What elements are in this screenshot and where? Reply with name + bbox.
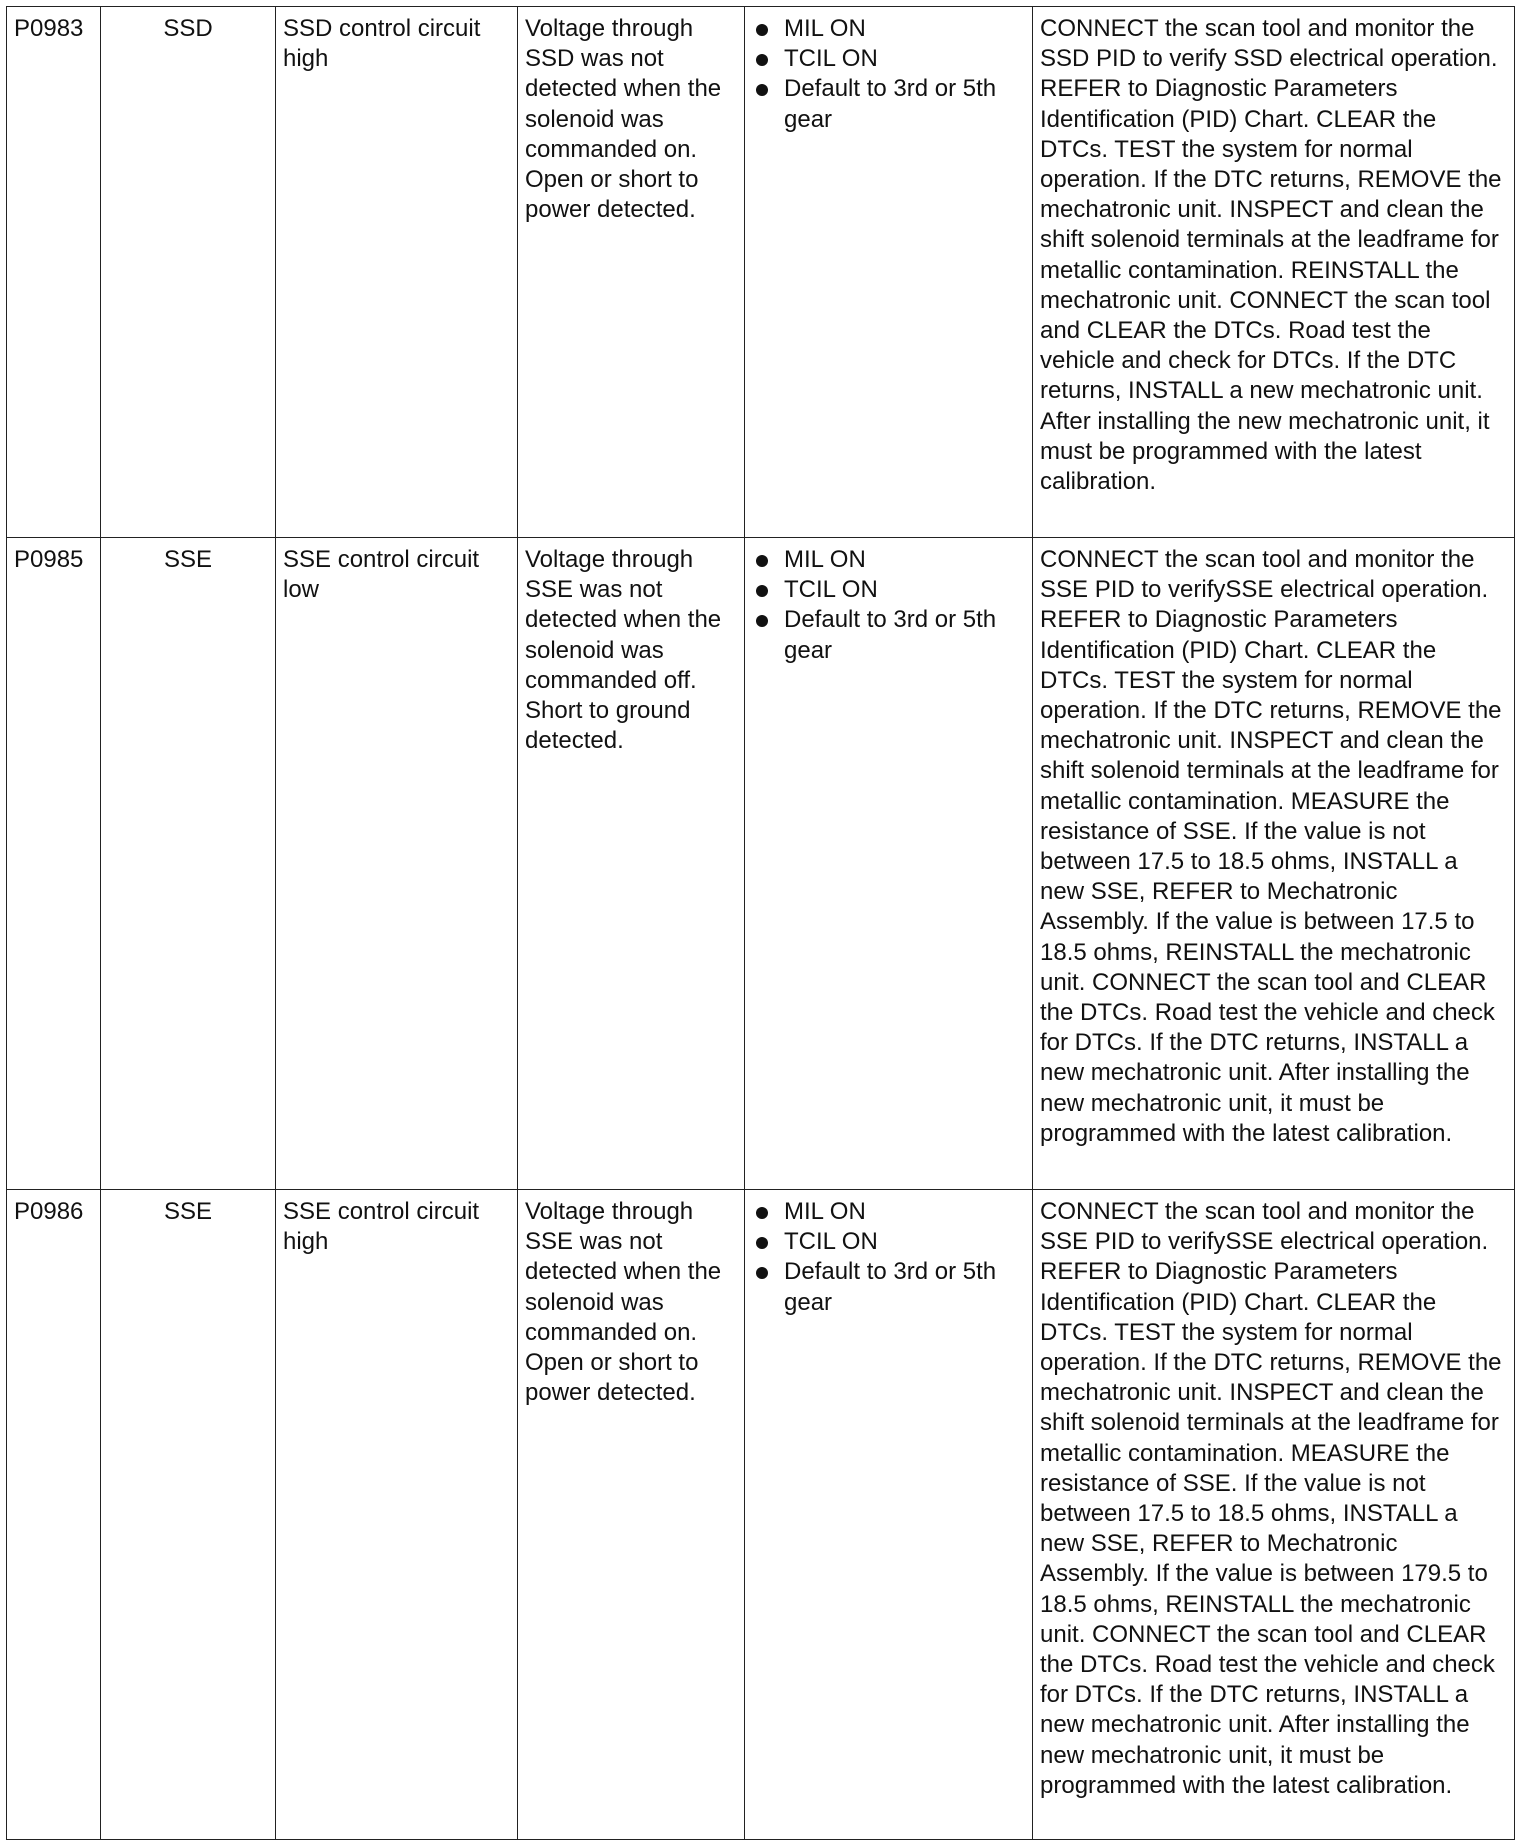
symptoms-cell <box>745 7 1033 538</box>
symptom-text: TCIL ON <box>784 45 878 73</box>
symptom-text: MIL ON <box>784 546 866 573</box>
table-row <box>7 1190 1515 1840</box>
symptom-text: TCIL ON <box>784 1228 878 1256</box>
list-item <box>752 575 1025 605</box>
dtc-code-cell: P0985 <box>7 538 101 1190</box>
action-cell: CONNECT the scan tool and monitor the SSE PID to verifySSE electrical operation. REFER to Diagnostic Parameters Identification (PID) Chart. CLEAR the DTCs. TEST the system for normal operation. If the DTC returns, REMOVE the mechatronic unit. INSPECT and clean the shift solenoid terminals at the leadframe for metallic contamination. MEASURE the resistance of SSE. If the value is not between 17.5 to 18.5 ohms, INSTALL a new SSE, REFER to Mechatronic Assembly. If the value is between 17.5 to 18.5 ohms, REINSTALL the mechatronic unit. CONNECT the scan tool and CLEAR the DTCs. Road test the vehicle and check for DTCs. If the DTC returns, INSTALL a new mechatronic unit. After installing the new mechatronic unit, it must be programmed with the latest calibration. <box>1033 538 1515 1190</box>
symptom-text: Default to 3rd or 5th gear <box>784 1258 997 1316</box>
condition-cell: Voltage through SSE was not detected when the solenoid was commanded on. Open or short to power detected. <box>518 1190 745 1840</box>
condition-cell: Voltage through SSD was not detected when the solenoid was commanded on. Open or short to power detected. <box>518 7 745 538</box>
dtc-code-cell: P0986 <box>7 1190 101 1840</box>
description-cell: SSE control circuit low <box>276 538 518 1190</box>
list-item <box>752 74 1025 134</box>
bullet-icon <box>756 1207 768 1219</box>
symptom-text: MIL ON <box>784 15 866 42</box>
list-item <box>752 44 1025 74</box>
component-cell: SSE <box>101 1190 276 1840</box>
list-item <box>752 545 1025 575</box>
symptom-list <box>752 1197 1025 1318</box>
symptom-list <box>752 14 1025 135</box>
component-cell: SSD <box>101 7 276 538</box>
dtc-table-page <box>6 6 1514 1840</box>
symptom-text: TCIL ON <box>784 576 878 604</box>
action-cell: CONNECT the scan tool and monitor the SSD PID to verify SSD electrical operation. REFER to Diagnostic Parameters Identification (PID) Chart. CLEAR the DTCs. TEST the system for normal operation. If the DTC returns, REMOVE the mechatronic unit. INSPECT and clean the shift solenoid terminals at the leadframe for metallic contamination. REINSTALL the mechatronic unit. CONNECT the scan tool and CLEAR the DTCs. Road test the vehicle and check for DTCs. If the DTC returns, INSTALL a new mechatronic unit. After installing the new mechatronic unit, it must be programmed with the latest calibration. <box>1033 7 1515 538</box>
symptom-text: Default to 3rd or 5th gear <box>784 606 997 664</box>
dtc-table <box>6 6 1515 1840</box>
bullet-icon <box>756 585 768 597</box>
bullet-icon <box>756 615 768 627</box>
bullet-icon <box>756 84 768 96</box>
symptom-text: Default to 3rd or 5th gear <box>784 75 997 133</box>
symptoms-cell <box>745 1190 1033 1840</box>
bullet-icon <box>756 555 768 567</box>
bullet-icon <box>756 54 768 66</box>
description-cell: SSD control circuit high <box>276 7 518 538</box>
list-item <box>752 14 1025 44</box>
symptom-list <box>752 545 1025 666</box>
list-item <box>752 1227 1025 1257</box>
list-item <box>752 1197 1025 1227</box>
bullet-icon <box>756 1237 768 1249</box>
bullet-icon <box>756 1267 768 1279</box>
description-cell: SSE control circuit high <box>276 1190 518 1840</box>
table-row <box>7 7 1515 538</box>
dtc-code-cell: P0983 <box>7 7 101 538</box>
action-cell: CONNECT the scan tool and monitor the SSE PID to verifySSE electrical operation. REFER to Diagnostic Parameters Identification (PID) Chart. CLEAR the DTCs. TEST the system for normal operation. If the DTC returns, REMOVE the mechatronic unit. INSPECT and clean the shift solenoid terminals at the leadframe for metallic contamination. MEASURE the resistance of SSE. If the value is not between 17.5 to 18.5 ohms, INSTALL a new SSE, REFER to Mechatronic Assembly. If the value is between 179.5 to 18.5 ohms, REINSTALL the mechatronic unit. CONNECT the scan tool and CLEAR the DTCs. Road test the vehicle and check for DTCs. If the DTC returns, INSTALL a new mechatronic unit. After installing the new mechatronic unit, it must be programmed with the latest calibration. <box>1033 1190 1515 1840</box>
symptoms-cell <box>745 538 1033 1190</box>
list-item <box>752 1257 1025 1317</box>
list-item <box>752 605 1025 665</box>
bullet-icon <box>756 24 768 36</box>
condition-cell: Voltage through SSE was not detected when the solenoid was commanded off. Short to ground detected. <box>518 538 745 1190</box>
symptom-text: MIL ON <box>784 1198 866 1225</box>
component-cell: SSE <box>101 538 276 1190</box>
table-row <box>7 538 1515 1190</box>
